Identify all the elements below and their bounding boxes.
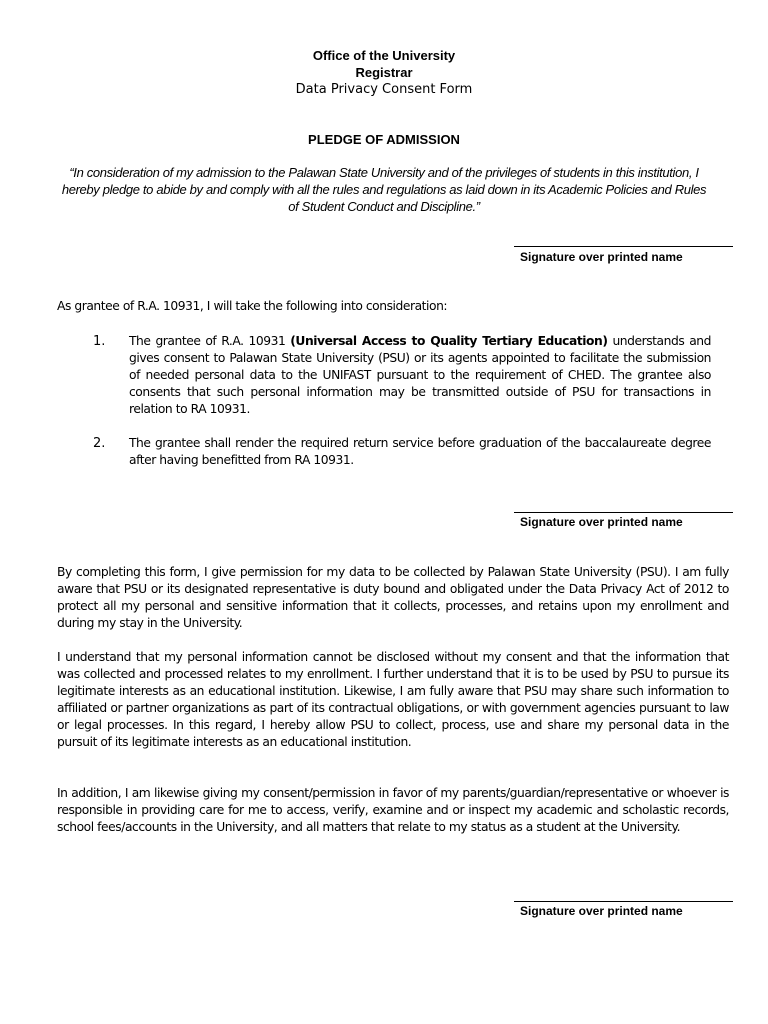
signature-line-2[interactable] [514, 512, 733, 513]
grantee-intro: As grantee of R.A. 10931, I will take the following into consideration: [57, 299, 448, 313]
signature-label-3: Signature over printed name [520, 904, 683, 918]
list-item-number: 2. [93, 436, 106, 451]
pledge-text: “In consideration of my admission to the Palawan State University and of the privileges of students in this institution, I hereby pledge to abide by and comply with all the rules and regulations as laid down in its Academic Policies and Rules of Student Conduct and Discipline.” [61, 165, 707, 214]
list-item-text: The grantee of R.A. 10931 (Universal Access to Quality Tertiary Education) understands and gives consent to Palawan State University (PSU) or its agents appointed to facilitate the submission of needed personal data to the UNIFAST pursuant to the requirement of CHED. The grantee also consents that such personal information may be transmitted outside of PSU for transactions in relation to RA 10931. [129, 334, 711, 416]
consent-paragraph-3: In addition, I am likewise giving my consent/permission in favor of my parents/guardian/representative or whoever is responsible in providing care for me to access, verify, examine and or inspect my academic and scholastic records, school fees/accounts in the University, and all matters that relate to my status as a student at the University. [57, 786, 729, 834]
signature-line-1[interactable] [514, 246, 733, 247]
signature-label-1: Signature over printed name [520, 250, 683, 264]
office-subtitle: Registrar [355, 65, 413, 80]
signature-line-3[interactable] [514, 901, 733, 902]
list-item-number: 1. [93, 334, 106, 349]
list-item-text: The grantee shall render the required return service before graduation of the baccalaureate degree after having benefitted from RA 10931. [129, 436, 711, 467]
consent-paragraph-1: By completing this form, I give permission for my data to be collected by Palawan State University (PSU). I am fully aware that PSU or its designated representative is duty bound and obligated under the Data Privacy Act of 2012 to protect all my personal and sensitive information that it collects, processes, and retains upon my enrollment and during my stay in the University. [57, 565, 729, 630]
signature-label-2: Signature over printed name [520, 515, 683, 529]
consent-paragraph-2: I understand that my personal information cannot be disclosed without my consent and that the information that was collected and processed relates to my enrollment. I further understand that it is to be used by PSU to pursue its legitimate interests as an educational institution. Likewise, I am fully aware that PSU may share such information to affiliated or partner organizations as part of its contractual obligations, or with government agencies pursuant to law or legal processes. In this regard, I hereby allow PSU to collect, process, use and share my personal data in the pursuit of its legitimate interests as an educational institution. [57, 650, 729, 749]
office-title: Office of the University [312, 48, 456, 63]
form-title: Data Privacy Consent Form [295, 82, 473, 97]
pledge-heading: PLEDGE OF ADMISSION [308, 132, 460, 147]
